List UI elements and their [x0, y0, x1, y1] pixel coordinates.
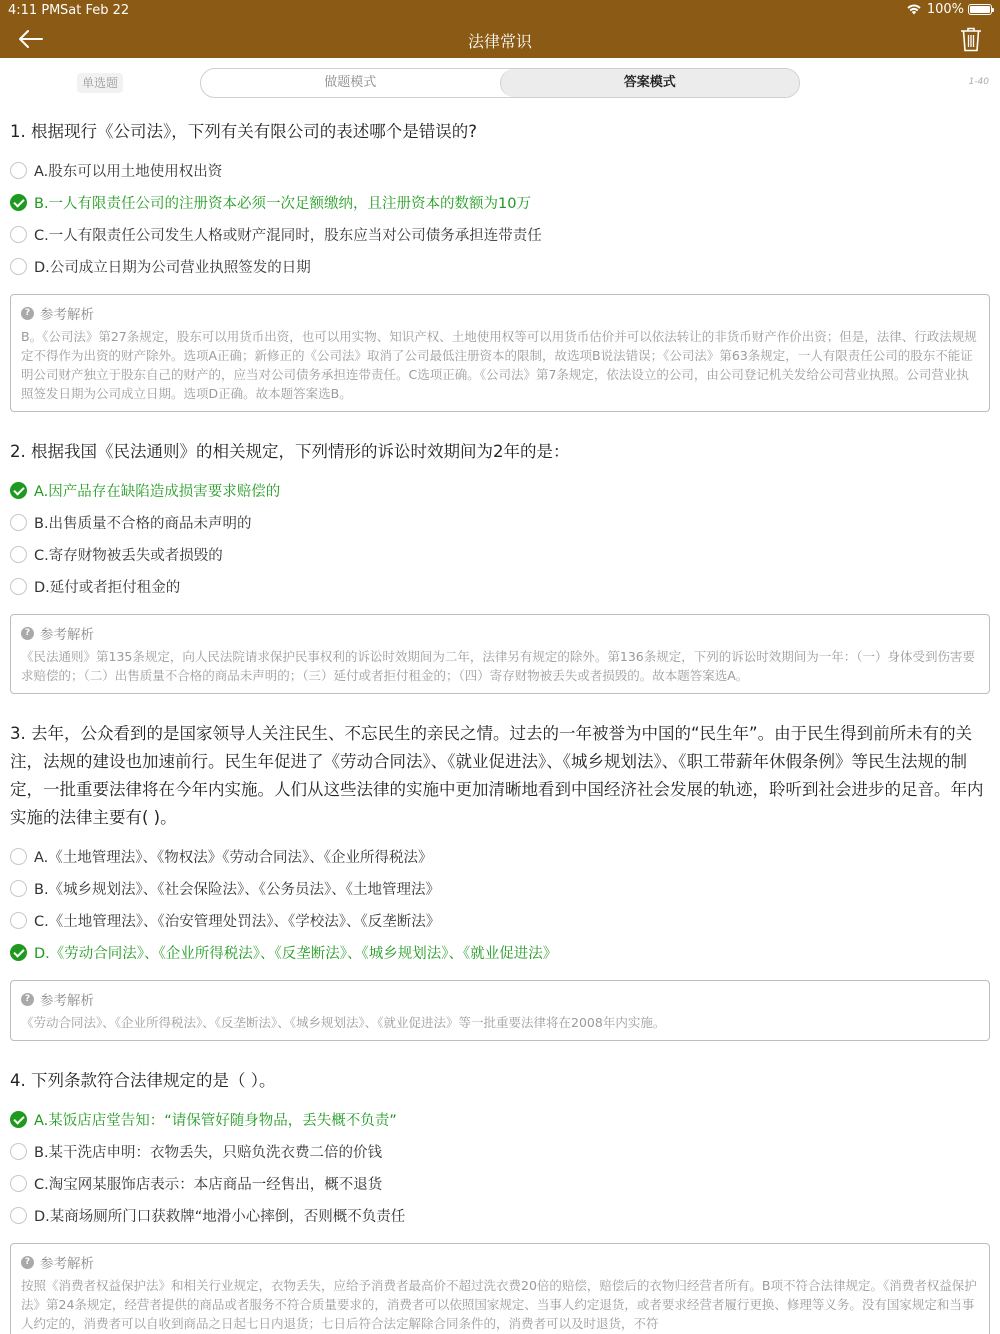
radio-icon — [10, 578, 27, 595]
radio-icon — [10, 1175, 27, 1192]
mode-tabs — [0, 68, 1000, 98]
nav-bar — [0, 20, 1000, 58]
radio-icon — [10, 880, 27, 897]
check-circle-icon — [10, 482, 27, 499]
option-c[interactable] — [10, 1167, 990, 1199]
radio-icon — [10, 258, 27, 275]
question-mark-icon: ? — [21, 307, 34, 320]
mode-segmented-control — [200, 68, 800, 98]
trash-icon[interactable] — [960, 26, 982, 52]
radio-icon — [10, 912, 27, 929]
status-date: Sat Feb 22 — [60, 3, 130, 18]
option-text: B.一人有限责任公司的注册资本必须一次足额缴纳，且注册资本的数额为10万 — [34, 195, 532, 212]
question-item — [10, 118, 990, 412]
option-d[interactable] — [10, 1199, 990, 1231]
battery-percent: 100% — [926, 2, 964, 17]
option-a[interactable] — [10, 1103, 990, 1135]
option-text: D.《劳动合同法》、《企业所得税法》、《反垄断法》、《城乡规划法》、《就业促进法》 — [34, 945, 558, 962]
option-text: B.某干洗店申明：衣物丢失，只赔负洗衣费二倍的价钱 — [34, 1144, 383, 1161]
option-text: D.某商场厕所门口获救牌“地滑小心摔倒，否则概不负责任 — [34, 1208, 406, 1225]
question-type-chip[interactable]: 单选题 — [77, 73, 123, 93]
question-mark-icon: ? — [21, 627, 34, 640]
analysis-text: 《劳动合同法》、《企业所得税法》、《反垄断法》、《城乡规划法》、《就业促进法》等一批重要法律将在2008年内实施。 — [21, 1015, 666, 1030]
option-d[interactable] — [10, 936, 990, 968]
analysis-label: 参考解析 — [40, 993, 94, 1009]
radio-icon — [10, 1143, 27, 1160]
option-b[interactable] — [10, 1135, 990, 1167]
option-c[interactable] — [10, 538, 990, 570]
question-item — [10, 438, 990, 694]
analysis-label: 参考解析 — [40, 1256, 94, 1272]
question-title: 4. 下列条款符合法律规定的是（ ）。 — [10, 1071, 276, 1090]
question-item — [10, 720, 990, 1041]
analysis-label: 参考解析 — [40, 307, 94, 323]
analysis-text: 《民法通则》第135条规定，向人民法院请求保护民事权利的诉讼时效期间为二年，法律另有规定的除外。第136条规定，下列的诉讼时效期间为一年：（一）身体受到伤害要求赔偿的；（二）出售质量不合格的商品未声明的；（三）延付或者拒付租金的；（四）寄存财物被丢失或者损毁的。故本题答案选A。 — [21, 649, 975, 683]
question-title: 3. 去年，公众看到的是国家领导人关注民生、不忘民生的亲民之情。过去的一年被誉为中国的“民生年”。由于民生得到前所未有的关注，法规的建设也加速前行。民生年促进了《劳动合同法》、《就业促进法》、《城乡规划法》、《职工带薪年休假条例》等民生法规的制定，一批重要法律将在今年内实施。人们从这些法律的实施中更加清晰地看到中国经济社会发展的轨迹，聆听到社会进步的足音。年内实施的法律主要有( )。 — [10, 724, 984, 827]
option-c[interactable] — [10, 904, 990, 936]
option-text: C.《土地管理法》、《治安管理处罚法》、《学校法》、《反垄断法》 — [34, 913, 441, 930]
option-text: C.淘宝网某服饰店表示：本店商品一经售出，概不退货 — [34, 1176, 383, 1193]
option-text: A.《土地管理法》、《物权法》《劳动合同法》、《企业所得税法》 — [34, 849, 433, 866]
option-a[interactable] — [10, 154, 990, 186]
status-bar — [0, 0, 1000, 20]
option-text: C.一人有限责任公司发生人格或财产混同时，股东应当对公司债务承担连带责任 — [34, 227, 542, 244]
analysis-box — [10, 294, 990, 412]
question-range: 1-40 — [968, 77, 989, 87]
tab-answer-mode[interactable]: 答案模式 — [500, 69, 800, 97]
question-mark-icon: ? — [21, 1256, 34, 1269]
check-circle-icon — [10, 944, 27, 961]
status-right — [907, 2, 992, 17]
analysis-box — [10, 614, 990, 694]
option-text: A.股东可以用土地使用权出资 — [34, 163, 223, 180]
analysis-text: B。《公司法》第27条规定，股东可以用货币出资，也可以用实物、知识产权、土地使用权等可以用货币估价并可以依法转让的非货币财产作价出资；但是，法律、行政法规规定不得作为出资的财产除外。选项A正确；新修正的《公司法》取消了公司最低注册资本的限制，故选项B说法错误；《公司法》第63条规定，一人有限责任公司的股东不能证明公司财产独立于股东自己的财产的，应当对公司债务承担连带责任。C选项正确。《公司法》第7条规定，依法设立的公司，由公司登记机关发给公司营业执照。公司营业执照签发日期为公司成立日期。选项D正确。故本题答案选B。 — [21, 329, 977, 401]
analysis-box — [10, 980, 990, 1041]
option-a[interactable] — [10, 840, 990, 872]
radio-icon — [10, 848, 27, 865]
option-text: B.出售质量不合格的商品未声明的 — [34, 515, 252, 532]
radio-icon — [10, 514, 27, 531]
option-b[interactable] — [10, 506, 990, 538]
check-circle-icon — [10, 1111, 27, 1128]
analysis-box — [10, 1243, 990, 1334]
radio-icon — [10, 162, 27, 179]
question-item — [10, 1067, 990, 1334]
option-c[interactable] — [10, 218, 990, 250]
question-list — [0, 118, 1000, 1334]
question-title: 2. 根据我国《民法通则》的相关规定，下列情形的诉讼时效期间为2年的是： — [10, 442, 570, 461]
tab-practice-mode[interactable]: 做题模式 — [324, 75, 377, 90]
wifi-icon — [907, 4, 921, 15]
status-time: 4:11 PM — [8, 3, 61, 18]
option-b[interactable] — [10, 186, 990, 218]
question-mark-icon: ? — [21, 993, 34, 1006]
option-text: C.寄存财物被丢失或者损毁的 — [34, 547, 223, 564]
option-text: B.《城乡规划法》、《社会保险法》、《公务员法》、《土地管理法》 — [34, 881, 441, 898]
radio-icon — [10, 1207, 27, 1224]
battery-icon — [968, 4, 992, 15]
option-text: D.延付或者拒付租金的 — [34, 579, 181, 596]
option-d[interactable] — [10, 250, 990, 282]
check-circle-icon — [10, 194, 27, 211]
option-b[interactable] — [10, 872, 990, 904]
option-d[interactable] — [10, 570, 990, 602]
radio-icon — [10, 546, 27, 563]
option-text: D.公司成立日期为公司营业执照签发的日期 — [34, 259, 311, 276]
question-title: 1. 根据现行《公司法》，下列有关有限公司的表述哪个是错误的? — [10, 122, 477, 141]
option-text: A.因产品存在缺陷造成损害要求赔偿的 — [34, 483, 281, 500]
option-text: A.某饭店店堂告知：“请保管好随身物品，丢失概不负责” — [34, 1112, 397, 1129]
analysis-label: 参考解析 — [40, 627, 94, 643]
analysis-text: 按照《消费者权益保护法》和相关行业规定，衣物丢失，应给予消费者最高价不超过洗衣费20倍的赔偿，赔偿后的衣物归经营者所有。B项不符合法律规定。《消费者权益保护法》第24条规定，经营者提供的商品或者服务不符合质量要求的，消费者可以依照国家规定、当事人约定退货，或者要求经营者履行更换、修理等义务。没有国家规定和当事人约定的，消费者可以自收到商品之日起七日内退货；七日后符合法定解除合同条件的，消费者可以及时退货，不符 — [21, 1278, 977, 1331]
option-a[interactable] — [10, 474, 990, 506]
page-title: 法律常识 — [467, 32, 532, 51]
radio-icon — [10, 226, 27, 243]
